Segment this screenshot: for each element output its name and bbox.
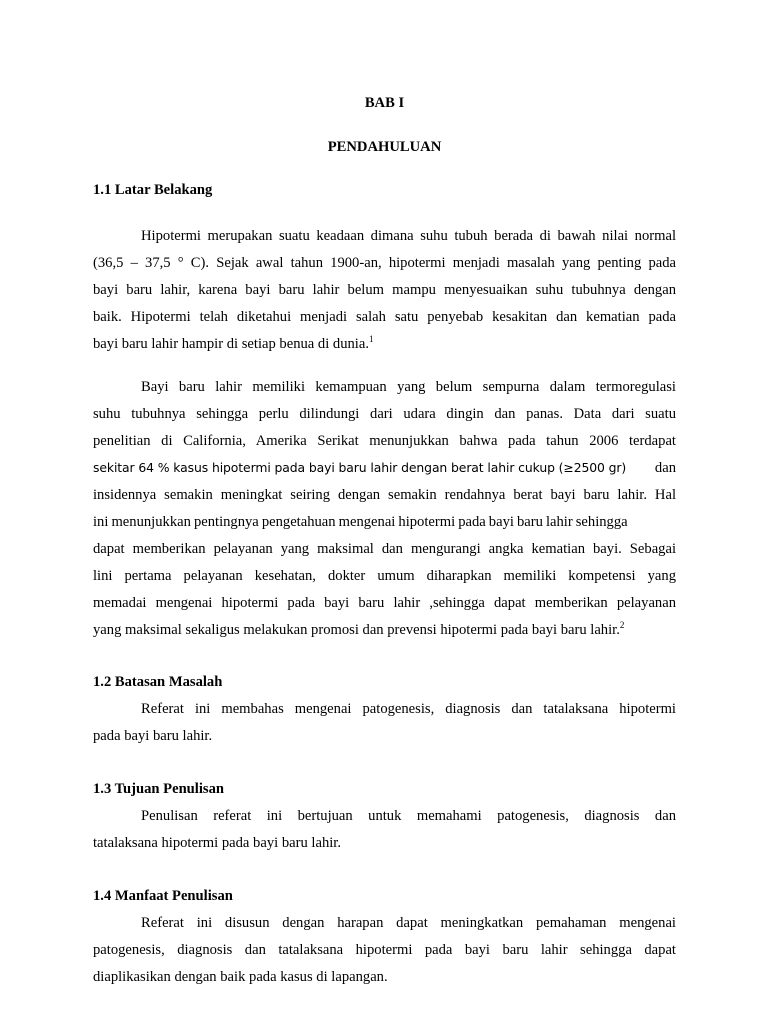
text-line: Referat ini disusun dengan harapan dapat meningkatkan pemahaman mengenai [141,915,676,931]
text-line [93,334,676,354]
text-line: Bayi baru lahir memiliki kemampuan yang belum sempurna dalam termoregulasi [141,379,676,395]
section-heading: 1.2 Batasan Masalah [93,674,223,690]
text-line: Referat ini membahas mengenai patogenesis, diagnosis dan tatalaksana hipotermi [141,701,676,717]
text-line: diaplikasikan dengan baik pada kasus di lapangan. [93,969,388,985]
text-line [93,458,676,478]
text-line [93,620,676,640]
text-line: ini menunjukkan pentingnya pengetahuan mengenai hipotermi pada bayi baru lahir sehingga [93,514,628,530]
text-line: Hipotermi merupakan suatu keadaan dimana suhu tubuh berada di bawah nilai normal [141,228,676,244]
footnote-marker: 1 [368,334,374,344]
text-line: Penulisan referat ini bertujuan untuk memahami patogenesis, diagnosis dan [141,808,676,824]
text-line: (36,5 – 37,5 ° C). Sejak awal tahun 1900-an, hipotermi menjadi masalah yang penting pada [93,255,676,271]
text-line: penelitian di California, Amerika Serikat menunjukkan bahwa pada tahun 2006 terdapat [93,433,676,449]
chapter-title: PENDAHULUAN [327,139,442,155]
text-line: lini pertama pelayanan kesehatan, dokter umum diharapkan memiliki kompetensi yang [93,568,676,584]
text-line-content: bayi baru lahir hampir di setiap benua di dunia. [93,336,369,352]
text-line: patogenesis, diagnosis dan tatalaksana hipotermi pada bayi baru lahir sehingga dapat [93,942,676,958]
text-line: memadai mengenai hipotermi pada bayi baru lahir ,sehingga dapat memberikan pelayanan [93,595,676,611]
text-line: suhu tubuhnya sehingga perlu dilindungi dari udara dingin dan panas. Data dari suatu [93,406,676,422]
section-heading: 1.3 Tujuan Penulisan [93,781,225,797]
text-line: insidennya semakin meningkat seiring dengan semakin rendahnya berat bayi baru lahir. Hal [93,487,676,503]
text-line: dapat memberikan pelayanan yang maksimal dan mengurangi angka kematian bayi. Sebagai [93,541,676,557]
text-line: baik. Hipotermi telah diketahui menjadi salah satu penyebab kesakitan dan kematian pada [93,309,676,325]
text-line-content: sekitar 64 % kasus hipotermi pada bayi baru lahir dengan berat lahir cukup (≥2500 gr) [93,460,627,475]
footnote-marker: 2 [619,620,625,630]
chapter-number: BAB I [364,95,405,111]
section-heading: 1.4 Manfaat Penulisan [93,888,233,904]
text-line: tatalaksana hipotermi pada bayi baru lahir. [93,835,342,851]
section-heading: 1.1 Latar Belakang [93,182,213,198]
text-line: pada bayi baru lahir. [93,728,213,744]
text-line: bayi baru lahir, karena bayi baru lahir belum mampu menyesuaikan suhu tubuhnya dengan [93,282,676,298]
text-line-content: yang maksimal sekaligus melakukan promosi dan prevensi hipotermi pada bayi baru lahir. [93,622,620,638]
text-line-content: dan [654,460,676,476]
